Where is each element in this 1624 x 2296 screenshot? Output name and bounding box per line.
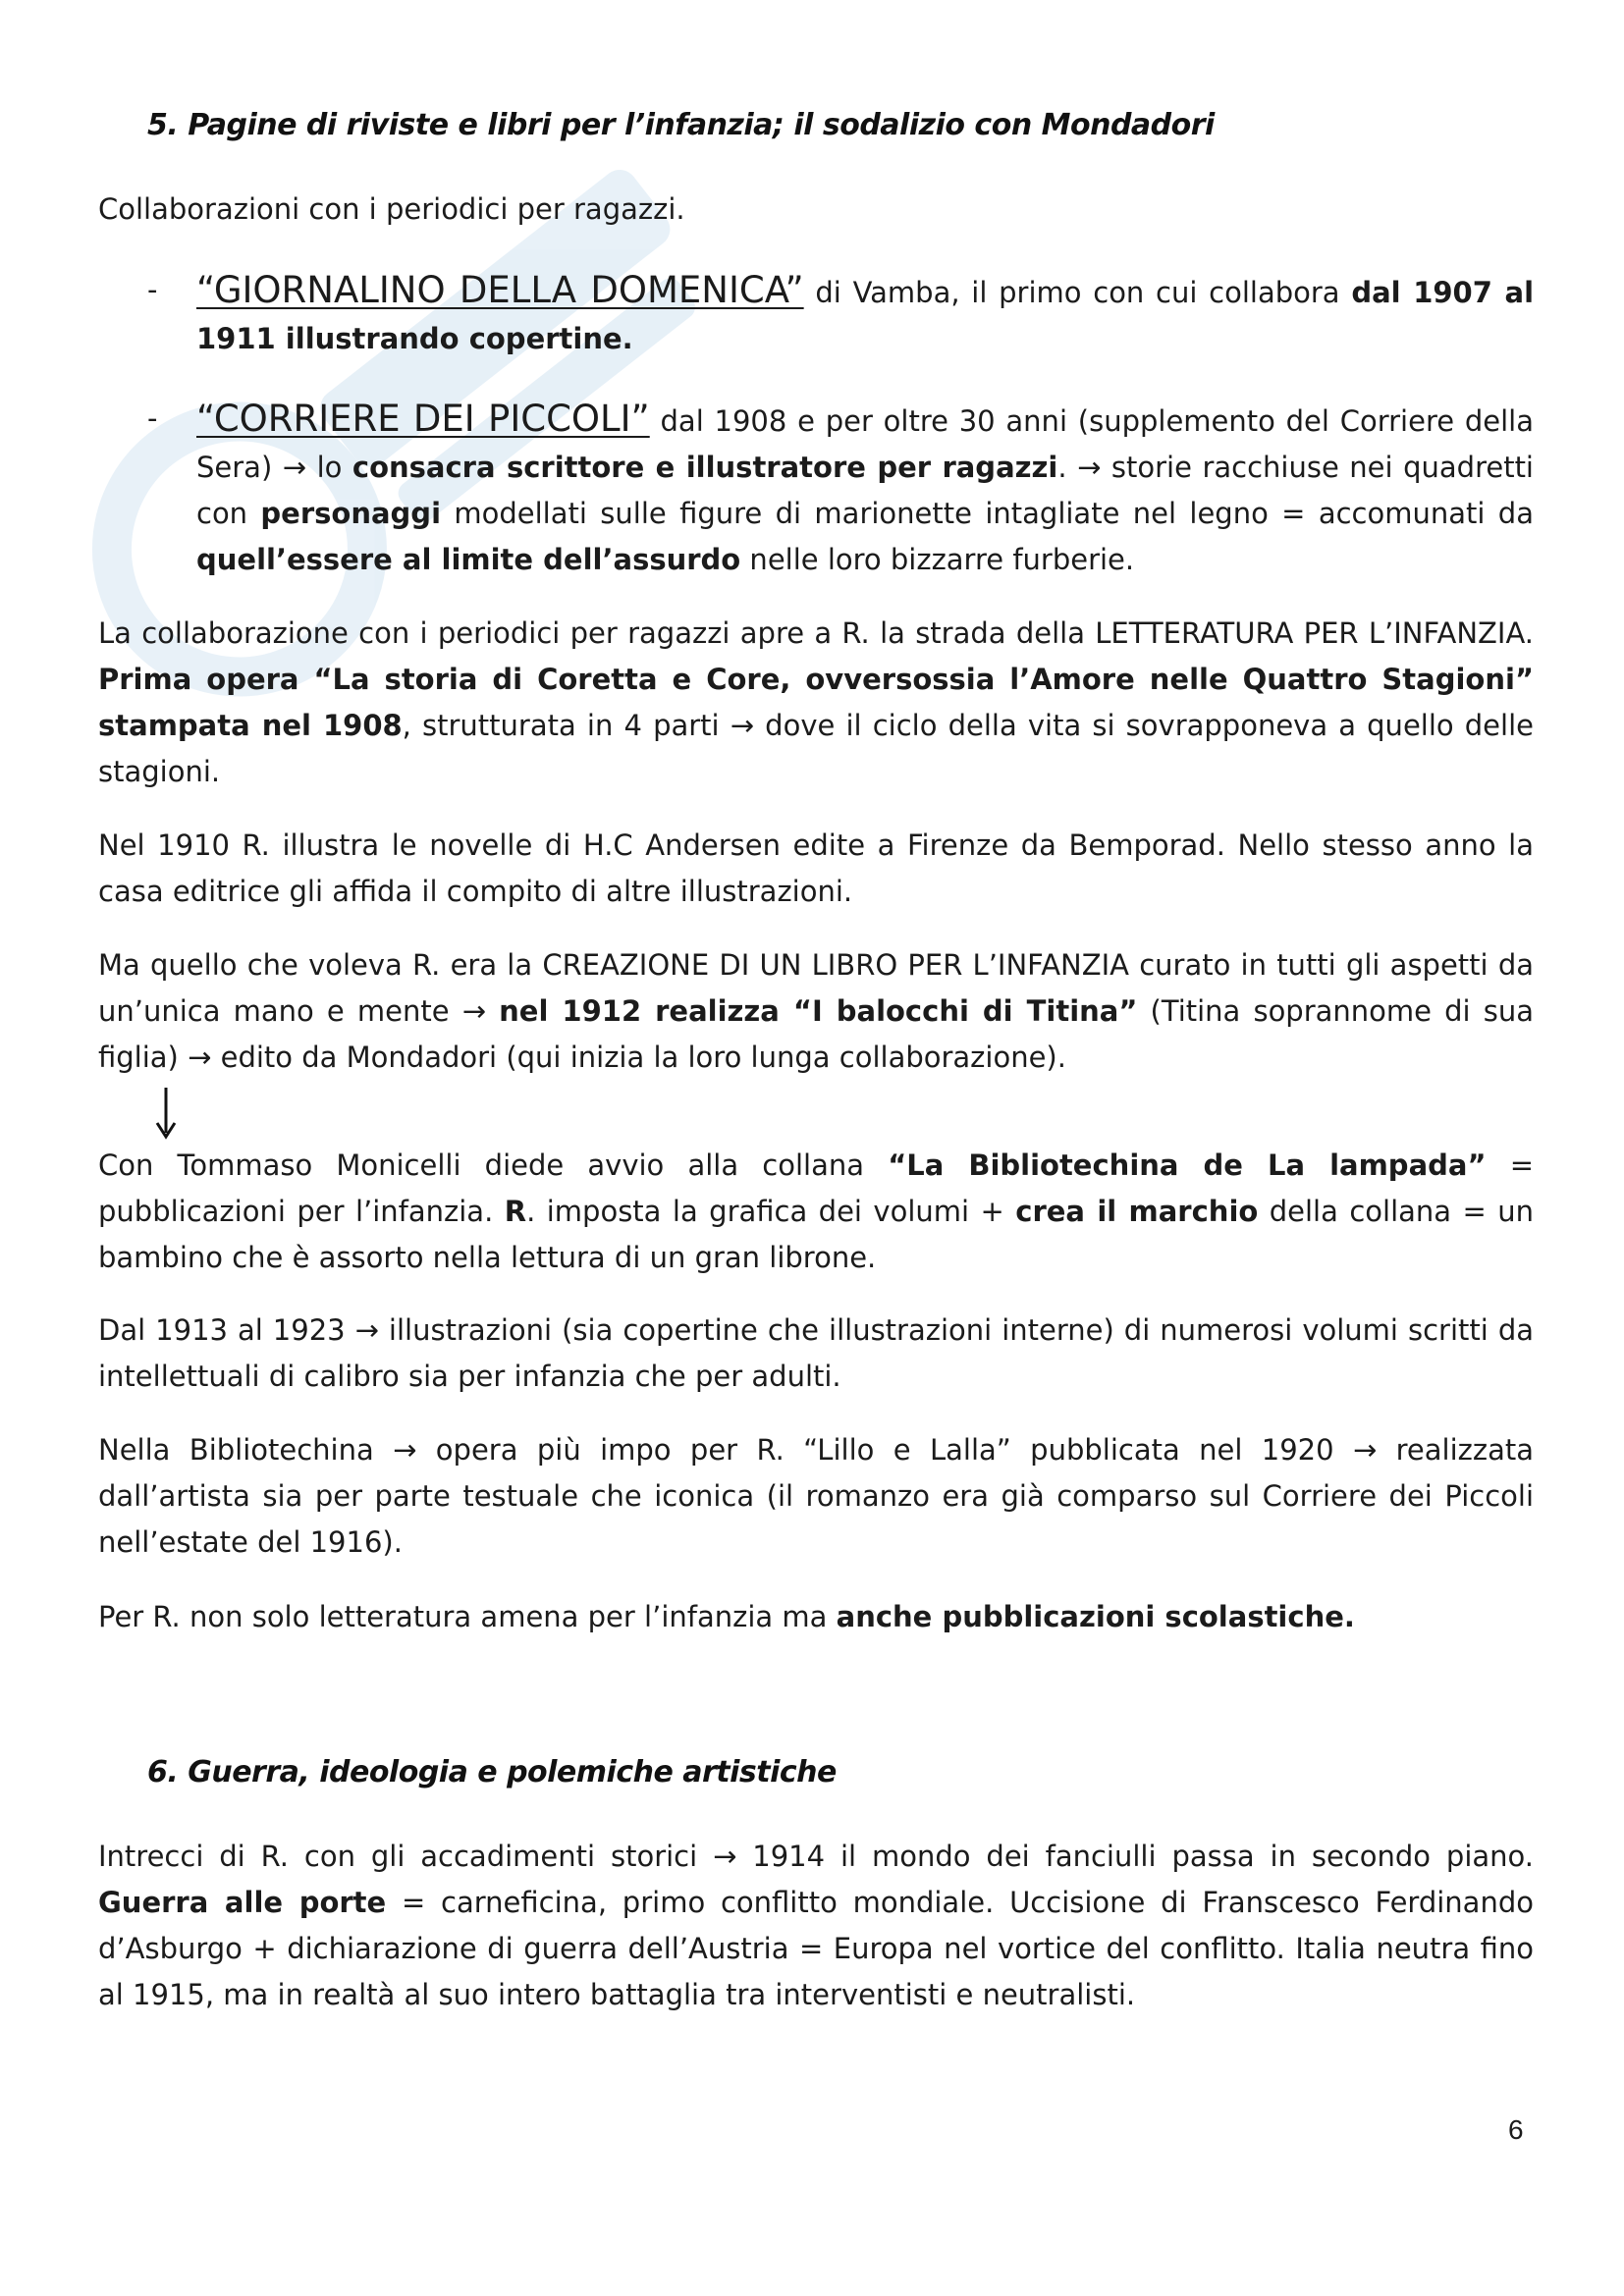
- section-5-heading: 5. Pagine di riviste e libri per l’infanzia; il sodalizio con Mondadori: [147, 108, 1215, 142]
- paragraph: Con Tommaso Monicelli diede avvio alla collana “La Bibliotechina de La lampada” = pubblicazioni per l’infanzia. R. imposta la grafica dei volumi + crea il marchio della collana = un bambino che è assorto nella lettura di un gran librone.: [98, 1148, 1534, 1274]
- periodical-title: “GIORNALINO DELLA DOMENICA”: [196, 269, 804, 311]
- paragraph: Nel 1910 R. illustra le novelle di H.C Andersen edite a Firenze da Bemporad. Nello stesso anno la casa editrice gli affida il compito di altre illustrazioni.: [98, 828, 1534, 908]
- list-marker: -: [147, 273, 158, 306]
- paragraph: Intrecci di R. con gli accadimenti storici → 1914 il mondo dei fanciulli passa in secondo piano. Guerra alle porte = carneficina, primo conflitto mondiale. Uccisione di Franscesco Ferdinando d’Asburgo + dichiarazione di guerra dell’Austria = Europa nel vortice del conflitto. Italia neutra fino al 1915, ma in realtà al suo intero battaglia tra interventisti e neutralisti.: [98, 1840, 1534, 2011]
- down-arrow-icon: [153, 1086, 179, 1141]
- intro-paragraph: Collaborazioni con i periodici per ragazzi.: [98, 192, 685, 226]
- paragraph: Per R. non solo letteratura amena per l’infanzia ma anche pubblicazioni scolastiche.: [98, 1600, 1355, 1633]
- periodical-title: “CORRIERE DEI PICCOLI”: [196, 398, 650, 440]
- list-item-text: “GIORNALINO DELLA DOMENICA” di Vamba, il primo con cui collabora dal 1907 al 1911 illustrando copertine.: [196, 269, 1535, 355]
- list-marker: -: [147, 401, 158, 435]
- paragraph: Nella Bibliotechina → opera più impo per R. “Lillo e Lalla” pubblicata nel 1920 → realizzata dall’artista sia per parte testuale che iconica (il romanzo era già comparso sul Corriere dei Piccoli nell’estate del 1916).: [98, 1433, 1534, 1559]
- list-item-text: “CORRIERE DEI PICCOLI” dal 1908 e per oltre 30 anni (supplemento del Corriere della Sera) → lo consacra scrittore e illustratore per ragazzi. → storie racchiuse nei quadretti con personaggi modellati sulle figure di marionette intagliate nel legno = accomunati da quell’essere al limite dell’assurdo nelle loro bizzarre furberie.: [196, 398, 1534, 576]
- paragraph: La collaborazione con i periodici per ragazzi apre a R. la strada della LETTERATURA PER L’INFANZIA. Prima opera “La storia di Coretta e Core, ovversossia l’Amore nelle Quattro Stagioni” stampata nel 1908, strutturata in 4 parti → dove il ciclo della vita si sovrapponeva a quello delle stagioni.: [98, 616, 1534, 788]
- section-6-heading: 6. Guerra, ideologia e polemiche artistiche: [147, 1755, 837, 1789]
- page-number: 6: [1508, 2114, 1524, 2145]
- paragraph: Dal 1913 al 1923 → illustrazioni (sia copertine che illustrazioni interne) di numerosi volumi scritti da intellettuali di calibro sia per infanzia che per adulti.: [98, 1313, 1534, 1393]
- paragraph: Ma quello che voleva R. era la CREAZIONE DI UN LIBRO PER L’INFANZIA curato in tutti gli aspetti da un’unica mano e mente → nel 1912 realizza “I balocchi di Titina” (Titina soprannome di sua figlia) → edito da Mondadori (qui inizia la loro lunga collaborazione).: [98, 948, 1534, 1074]
